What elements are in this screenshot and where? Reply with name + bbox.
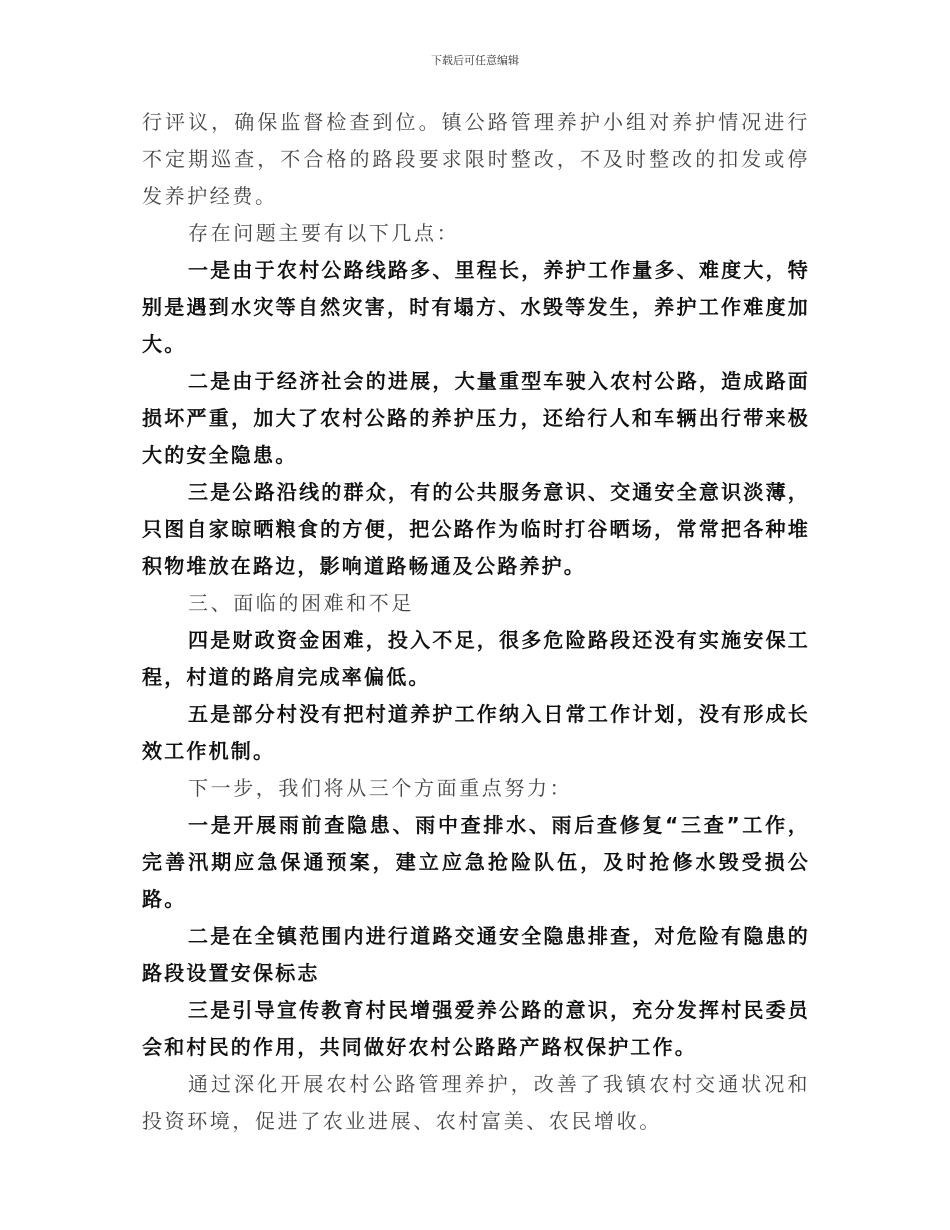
paragraph-13: 通过深化开展农村公路管理养护，改善了我镇农村交通状况和投资环境，促进了农业进展、农村富美、农民增收。 [142,1072,810,1133]
paragraph-9: 下一步，我们将从三个方面重点努力： [188,776,573,800]
paragraph-7: 四是财政资金困难，投入不足，很多危险路段还没有实施安保工程，村道的路肩完成率偏低。 [142,628,810,689]
paragraph-3: 一是由于农村公路线路多、里程长，养护工作量多、难度大，特别是遇到水灾等自然灾害，时有塌方、水毁等发生，养护工作难度加大。 [142,258,810,356]
document-body [142,104,810,1140]
paragraph-1: 行评议，确保监督检查到位。镇公路管理养护小组对养护情况进行不定期巡查，不合格的路段要求限时整改，不及时整改的扣发或停发养护经费。 [142,110,810,208]
section-heading: 三、面临的困难和不足 [188,591,414,615]
paragraph-5: 三是公路沿线的群众，有的公共服务意识、交通安全意识淡薄，只图自家晾晒粮食的方便，把公路作为临时打谷晒场，常常把各种堆积物堆放在路边，影响道路畅通及公路养护。 [142,480,810,578]
paragraph-2: 存在问题主要有以下几点： [188,221,460,245]
paragraph-4: 二是由于经济社会的进展，大量重型车驶入农村公路，造成路面损坏严重，加大了农村公路的养护压力，还给行人和车辆出行带来极大的安全隐患。 [142,369,810,467]
paragraph-8: 五是部分村没有把村道养护工作纳入日常工作计划，没有形成长效工作机制。 [142,702,810,763]
paragraph-10: 一是开展雨前查隐患、雨中查排水、雨后查修复“三查”工作，完善汛期应急保通预案，建立应急抢险队伍，及时抢修水毁受损公路。 [142,813,810,911]
paragraph-11: 二是在全镇范围内进行道路交通安全隐患排查，对危险有隐患的路段设置安保标志 [142,924,810,985]
paragraph-12: 三是引导宣传教育村民增强爱养公路的意识，充分发挥村民委员会和村民的作用，共同做好农村公路路产路权保护工作。 [142,998,810,1059]
page-header: 下载后可任意编辑 [431,54,519,67]
